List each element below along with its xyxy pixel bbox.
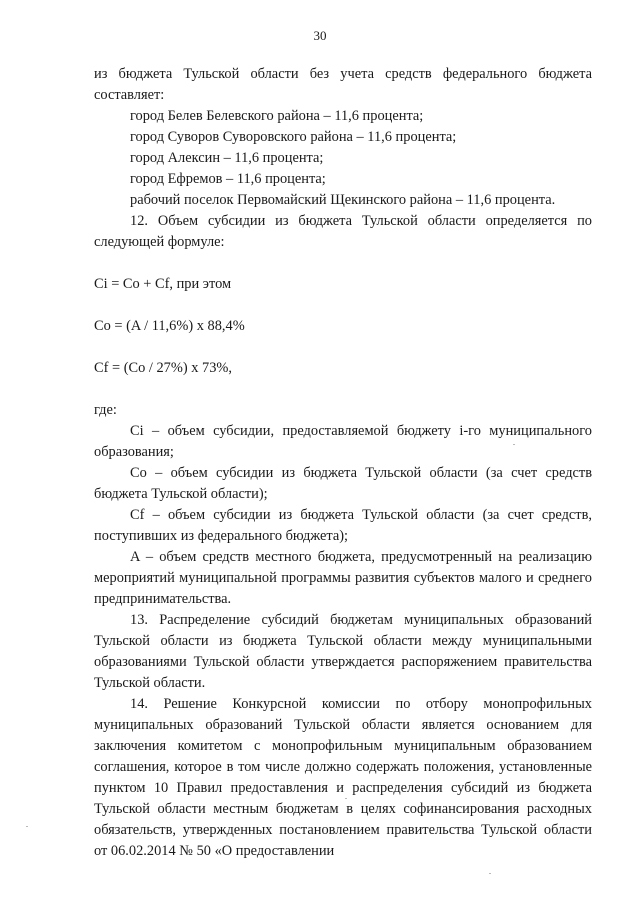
definition-co: Co – объем субсидии из бюджета Тульской области (за счет средств бюджета Тульской области);	[94, 465, 592, 502]
page-number: 30	[313, 28, 327, 43]
cities-list	[94, 106, 592, 211]
definition-a: A – объем средств местного бюджета, предусмотренный на реализацию мероприятий муниципальной программы развития субъектов малого и среднего предпринимательства.	[94, 549, 592, 607]
list-item: город Суворов Суворовского района – 11,6 процента;	[130, 129, 457, 145]
scan-speck	[345, 798, 347, 799]
scan-speck	[26, 826, 28, 827]
list-item: город Алексин – 11,6 процента;	[130, 150, 324, 166]
paragraph-13: 13. Распределение субсидий бюджетам муниципальных образований Тульской области из бюджета Тульской области между муниципальными образованиями Тульской области утверждается распоряжением правительства Тульской области.	[94, 612, 592, 691]
definition-cf: Cf – объем субсидии из бюджета Тульской области (за счет средств, поступивших из федерального бюджета);	[94, 507, 592, 544]
formula-cf: Cf = (Co / 27%) x 73%,	[94, 360, 233, 376]
list-item: город Ефремов – 11,6 процента;	[130, 171, 326, 187]
paragraph-14: 14. Решение Конкурсной комиссии по отбору монопрофильных муниципальных образований Тульской области является основанием для заключения комитетом с монопрофильным муниципальным образованием соглашения, которое в том числе должно содержать положения, установленные пунктом 10 Правил предоставления и распределения субсидий из бюджета Тульской области местным бюджетам в целях софинансирования расходных обязательств, утвержденных постановлением правительства Тульской области от 06.02.2014 № 50 «О предоставлении	[94, 696, 592, 859]
scan-speck	[513, 444, 515, 445]
paragraph-12: 12. Объем субсидии из бюджета Тульской области определяется по следующей формуле:	[94, 213, 592, 250]
definition-ci: Ci – объем субсидии, предоставляемой бюджету i-го муниципального образования;	[94, 423, 592, 460]
intro-paragraph: из бюджета Тульской области без учета средств федерального бюджета составляет:	[94, 66, 592, 103]
formula-co: Co = (A / 11,6%) x 88,4%	[94, 318, 245, 334]
list-item: город Белев Белевского района – 11,6 процента;	[130, 108, 424, 124]
list-item: рабочий поселок Первомайский Щекинского района – 11,6 процента.	[130, 192, 556, 208]
scan-speck	[489, 873, 491, 874]
document-body	[94, 64, 592, 862]
formula-ci: Ci = Co + Cf, при этом	[94, 276, 232, 292]
where-label: где:	[94, 402, 117, 418]
